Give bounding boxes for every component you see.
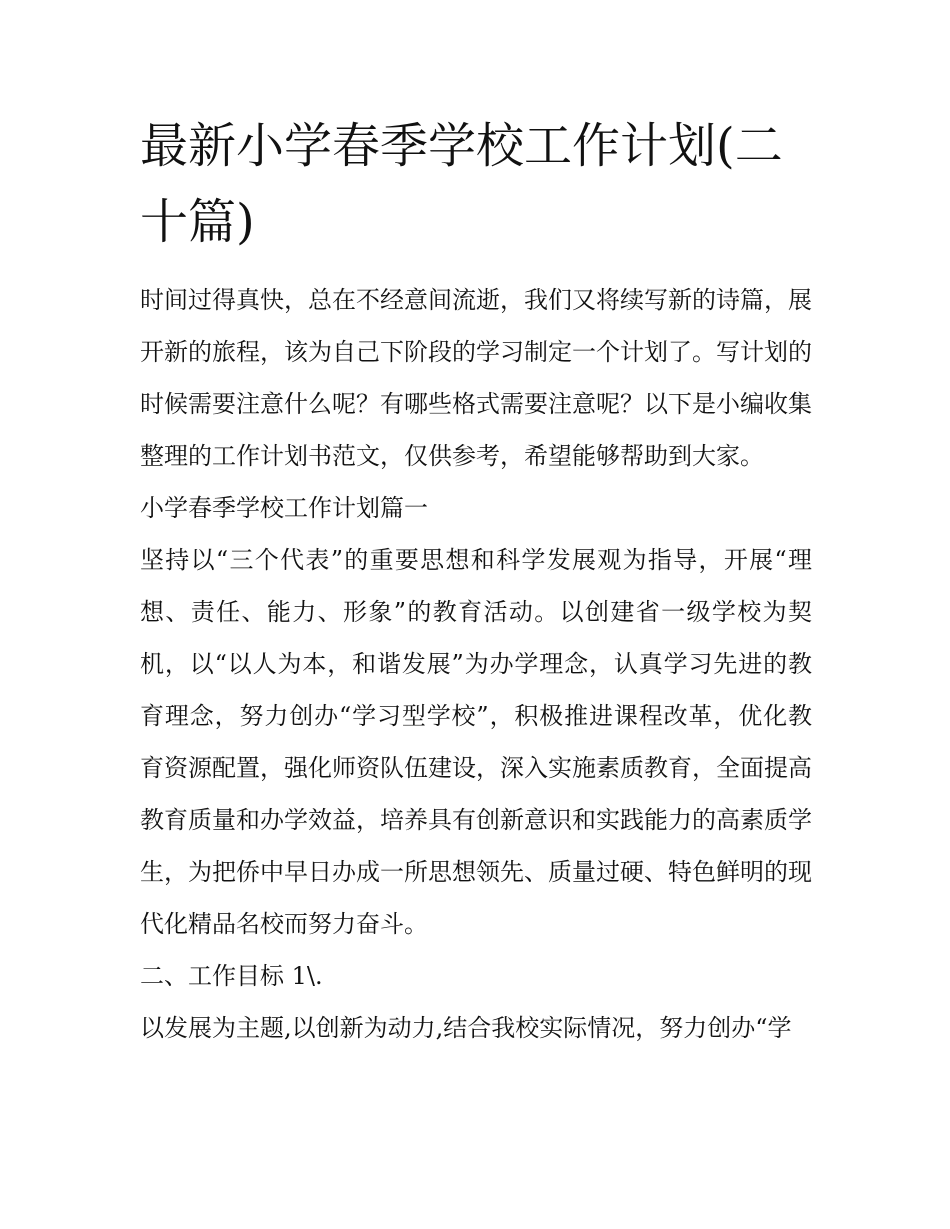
work-goals-heading: 二、工作目标 1\. bbox=[140, 962, 323, 990]
document-title: 最新小学春季学校工作计划(二十篇) bbox=[140, 118, 783, 250]
section-body-paragraph: 坚持以“三个代表”的重要思想和科学发展观为指导，开展“理想、责任、能力、形象”的教育活动。以创建省一级学校为契机，以“以人为本，和谐发展”为办学理念，认真学习先进的教育理念，努力创办“学习型学校”，积极推进课程改革，优化教育资源配置，强化师资队伍建设，深入实施素质教育，全面提高教育质量和办学效益，培养具有创新意识和实践能力的高素质学生，为把侨中早日办成一所思想领先、质量过硬、特色鲜明的现代化精品名校而努力奋斗。 bbox=[140, 546, 812, 938]
section-title: 小学春季学校工作计划篇一 bbox=[140, 494, 428, 522]
goals-paragraph: 以发展为主题,以创新为动力,结合我校实际情况，努力创办“学 bbox=[140, 1014, 792, 1042]
intro-paragraph: 时间过得真快，总在不经意间流逝，我们又将续写新的诗篇，展开新的旅程，该为自己下阶段的学习制定一个计划了。写计划的时候需要注意什么呢？有哪些格式需要注意呢？以下是小编收集整理的工作计划书范文，仅供参考，希望能够帮助到大家。 bbox=[140, 286, 812, 470]
document-page bbox=[140, 108, 812, 1054]
